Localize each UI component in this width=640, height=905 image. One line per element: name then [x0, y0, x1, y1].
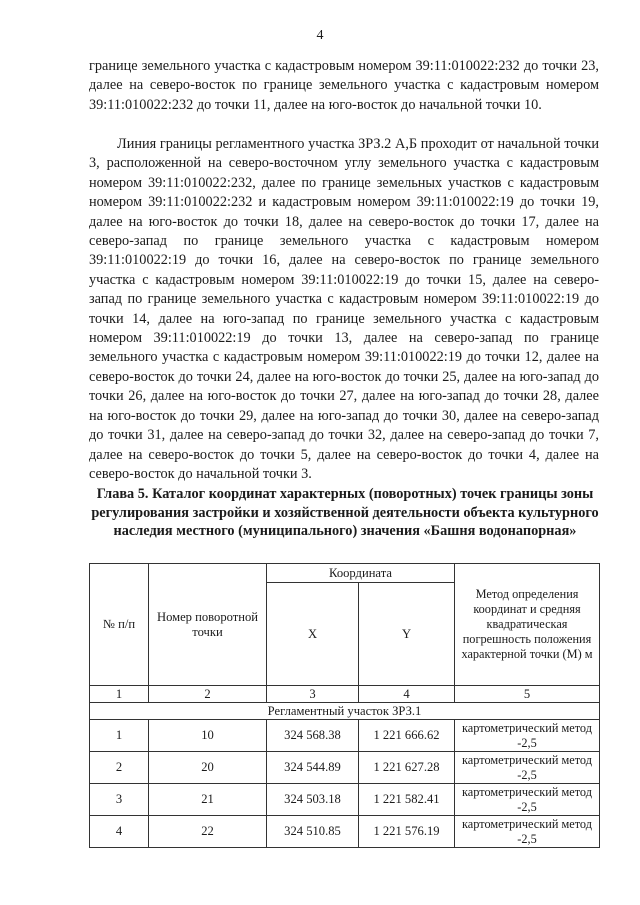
header-x: X	[267, 583, 359, 686]
table-row	[90, 752, 600, 784]
cell-point: 10	[149, 720, 267, 752]
cell-index: 4	[90, 816, 149, 848]
column-number: 3	[267, 686, 359, 703]
table-row	[90, 720, 600, 752]
cell-point: 22	[149, 816, 267, 848]
paragraph-1: границе земельного участка с кадастровым номером 39:11:010022:232 до точки 23, далее на северо-восток по границе земельного участка с кадастровым номером 39:11:010022:232 до точки 11, далее на юго-восток до начальной точки 10.	[89, 58, 599, 113]
cell-x: 324 503.18	[267, 784, 359, 816]
cell-index: 2	[90, 752, 149, 784]
cell-method: картометрический метод -2,5	[455, 816, 600, 848]
header-coordinate: Координата	[267, 564, 455, 583]
cell-method: картометрический метод -2,5	[455, 752, 600, 784]
cell-method: картометрический метод -2,5	[455, 784, 600, 816]
header-index: № п/п	[90, 564, 149, 686]
page-number: 4	[316, 28, 324, 43]
table-header-row	[90, 564, 600, 583]
column-number: 2	[149, 686, 267, 703]
cell-point: 20	[149, 752, 267, 784]
cell-y: 1 221 582.41	[359, 784, 455, 816]
table-row	[90, 784, 600, 816]
section-label: Регламентный участок ЗРЗ.1	[90, 703, 600, 720]
cell-x: 324 544.89	[267, 752, 359, 784]
cell-method: картометрический метод -2,5	[455, 720, 600, 752]
cell-x: 324 510.85	[267, 816, 359, 848]
header-method: Метод определения координат и средняя квадратическая погрешность положения характерной точки (М) м	[455, 564, 600, 686]
paragraph-2: Линия границы регламентного участка ЗРЗ.2 А,Б проходит от начальной точки 3, расположенной на северо-восточном углу земельного участка с кадастровым номером 39:11:010022:232, далее по границе земельных участков с кадастровым номером 39:11:010022:232 и кадастровым номером 39:11:010022:19 до точки 19, далее на юго-восток до точки 18, далее на северо-восток до точки 17, далее на северо-запад по границе земельного участка с кадастровым номером 39:11:010022:19 до точки 16, далее на северо-восток по границе земельного участка с кадастровым номером 39:11:010022:19 до точки 15, далее на северо-запад по границе земельного участка с кадастровым номером 39:11:010022:19 до точки 14, далее на юго-запад по границе земельного участка с кадастровым номером 39:11:010022:19 до точки 13, далее на северо-запад по границе земельного участка с кадастровым номером 39:11:010022:19 до точки 12, далее на северо-восток до точки 24, далее на юго-восток до точки 25, далее на юго-запад до точки 26, далее на юго-восток до точки 27, далее на юго-запад до точки 28, далее на юго-восток до точки 29, далее на юго-запад до точки 30, далее на северо-запад до точки 31, далее на северо-запад до точки 32, далее на северо-запад до точки 7, далее на северо-восток до точки 5, далее на северо-восток до точки 4, далее на северо-восток до начальной точки 3.	[89, 136, 599, 482]
cell-index: 1	[90, 720, 149, 752]
cell-point: 21	[149, 784, 267, 816]
section-row	[90, 703, 600, 720]
header-y: Y	[359, 583, 455, 686]
cell-y: 1 221 627.28	[359, 752, 455, 784]
table-row	[90, 816, 600, 848]
cell-y: 1 221 666.62	[359, 720, 455, 752]
cell-index: 3	[90, 784, 149, 816]
column-number: 1	[90, 686, 149, 703]
coordinates-table	[89, 563, 600, 848]
column-number: 4	[359, 686, 455, 703]
column-number: 5	[455, 686, 600, 703]
cell-y: 1 221 576.19	[359, 816, 455, 848]
cell-x: 324 568.38	[267, 720, 359, 752]
column-numbers-row	[90, 686, 600, 703]
header-point-number: Номер поворотной точки	[149, 564, 267, 686]
chapter-heading: Глава 5. Каталог координат характерных (поворотных) точек границы зоны регулирования застройки и хозяйственной деятельности объекта культурного наследия местного (муниципального) значения «Башня водонапорная»	[91, 486, 599, 540]
